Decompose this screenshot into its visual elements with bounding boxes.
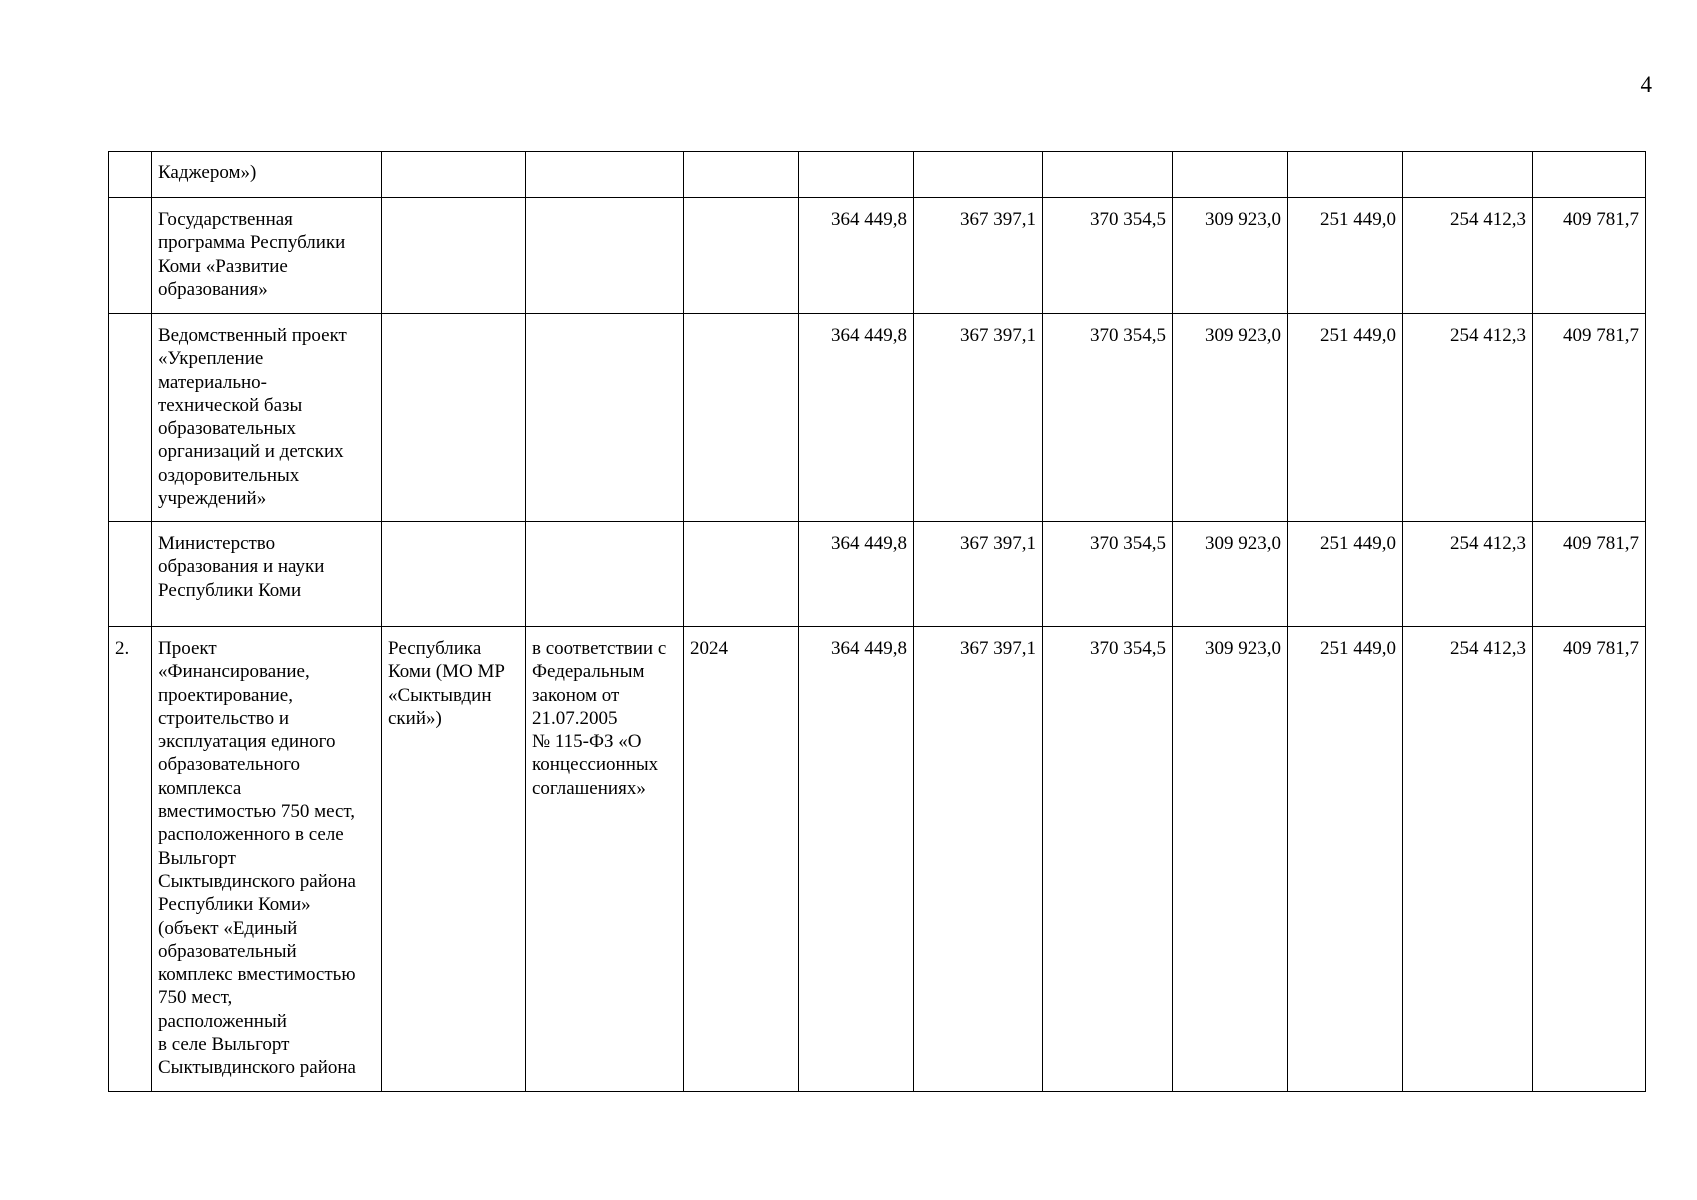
table-row: [109, 152, 1646, 198]
budget-table: [108, 151, 1646, 1092]
value-cell: 254 412,3: [1403, 627, 1533, 1092]
value-cell: 254 412,3: [1403, 314, 1533, 522]
row-number-cell: 2.: [109, 627, 152, 1092]
table-row: [109, 522, 1646, 627]
row-number-cell: [109, 198, 152, 314]
year-cell: [684, 198, 799, 314]
table-row: [109, 314, 1646, 522]
value-cell: 364 449,8: [799, 522, 914, 627]
name-cell: Министерство образования и науки Республики Коми: [152, 522, 382, 627]
value-cell: [1403, 152, 1533, 198]
territory-cell: [382, 198, 526, 314]
value-cell: 251 449,0: [1288, 522, 1403, 627]
value-cell: 254 412,3: [1403, 198, 1533, 314]
value-cell: [1533, 152, 1646, 198]
value-cell: [1043, 152, 1173, 198]
name-cell: Ведомственный проект «Укрепление материально- технической базы образовательных организаций и детских оздоровительных учреждений»: [152, 314, 382, 522]
page-number: 4: [1640, 72, 1652, 97]
value-cell: 364 449,8: [799, 198, 914, 314]
territory-cell: [382, 522, 526, 627]
territory-cell: Республика Коми (МО МР «Сыктывдин ский»): [382, 627, 526, 1092]
value-cell: 251 449,0: [1288, 314, 1403, 522]
basis-cell: в соответствии с Федеральным законом от 21.07.2005 № 115-ФЗ «О концессионных соглашениях»: [526, 627, 684, 1092]
row-number-cell: [109, 152, 152, 198]
value-cell: 309 923,0: [1173, 314, 1288, 522]
value-cell: 409 781,7: [1533, 627, 1646, 1092]
value-cell: 370 354,5: [1043, 198, 1173, 314]
value-cell: 364 449,8: [799, 314, 914, 522]
value-cell: 309 923,0: [1173, 627, 1288, 1092]
year-cell: [684, 314, 799, 522]
value-cell: 367 397,1: [914, 522, 1043, 627]
year-cell: [684, 152, 799, 198]
row-number-cell: [109, 522, 152, 627]
year-cell: [684, 522, 799, 627]
basis-cell: [526, 314, 684, 522]
value-cell: 370 354,5: [1043, 522, 1173, 627]
value-cell: 251 449,0: [1288, 627, 1403, 1092]
value-cell: [1288, 152, 1403, 198]
name-cell: Государственная программа Республики Коми «Развитие образования»: [152, 198, 382, 314]
value-cell: 309 923,0: [1173, 198, 1288, 314]
value-cell: 251 449,0: [1288, 198, 1403, 314]
value-cell: [799, 152, 914, 198]
table-row: [109, 198, 1646, 314]
value-cell: 309 923,0: [1173, 522, 1288, 627]
value-cell: 367 397,1: [914, 314, 1043, 522]
value-cell: [914, 152, 1043, 198]
value-cell: 409 781,7: [1533, 522, 1646, 627]
value-cell: 370 354,5: [1043, 627, 1173, 1092]
value-cell: 409 781,7: [1533, 198, 1646, 314]
value-cell: 370 354,5: [1043, 314, 1173, 522]
value-cell: 367 397,1: [914, 627, 1043, 1092]
value-cell: 409 781,7: [1533, 314, 1646, 522]
row-number-cell: [109, 314, 152, 522]
table-row: [109, 627, 1646, 1092]
value-cell: 254 412,3: [1403, 522, 1533, 627]
name-cell: Проект «Финансирование, проектирование, строительство и эксплуатация единого образовательного комплекса вместимостью 750 мест, расположенного в селе Выльгорт Сыктывдинского района Республики Коми» (объект «Единый образовательный комплекс вместимостью 750 мест, расположенный в селе Выльгорт Сыктывдинского района: [152, 627, 382, 1092]
name-cell: Каджером»): [152, 152, 382, 198]
year-cell: 2024: [684, 627, 799, 1092]
territory-cell: [382, 152, 526, 198]
value-cell: 364 449,8: [799, 627, 914, 1092]
value-cell: 367 397,1: [914, 198, 1043, 314]
basis-cell: [526, 198, 684, 314]
territory-cell: [382, 314, 526, 522]
basis-cell: [526, 152, 684, 198]
basis-cell: [526, 522, 684, 627]
value-cell: [1173, 152, 1288, 198]
